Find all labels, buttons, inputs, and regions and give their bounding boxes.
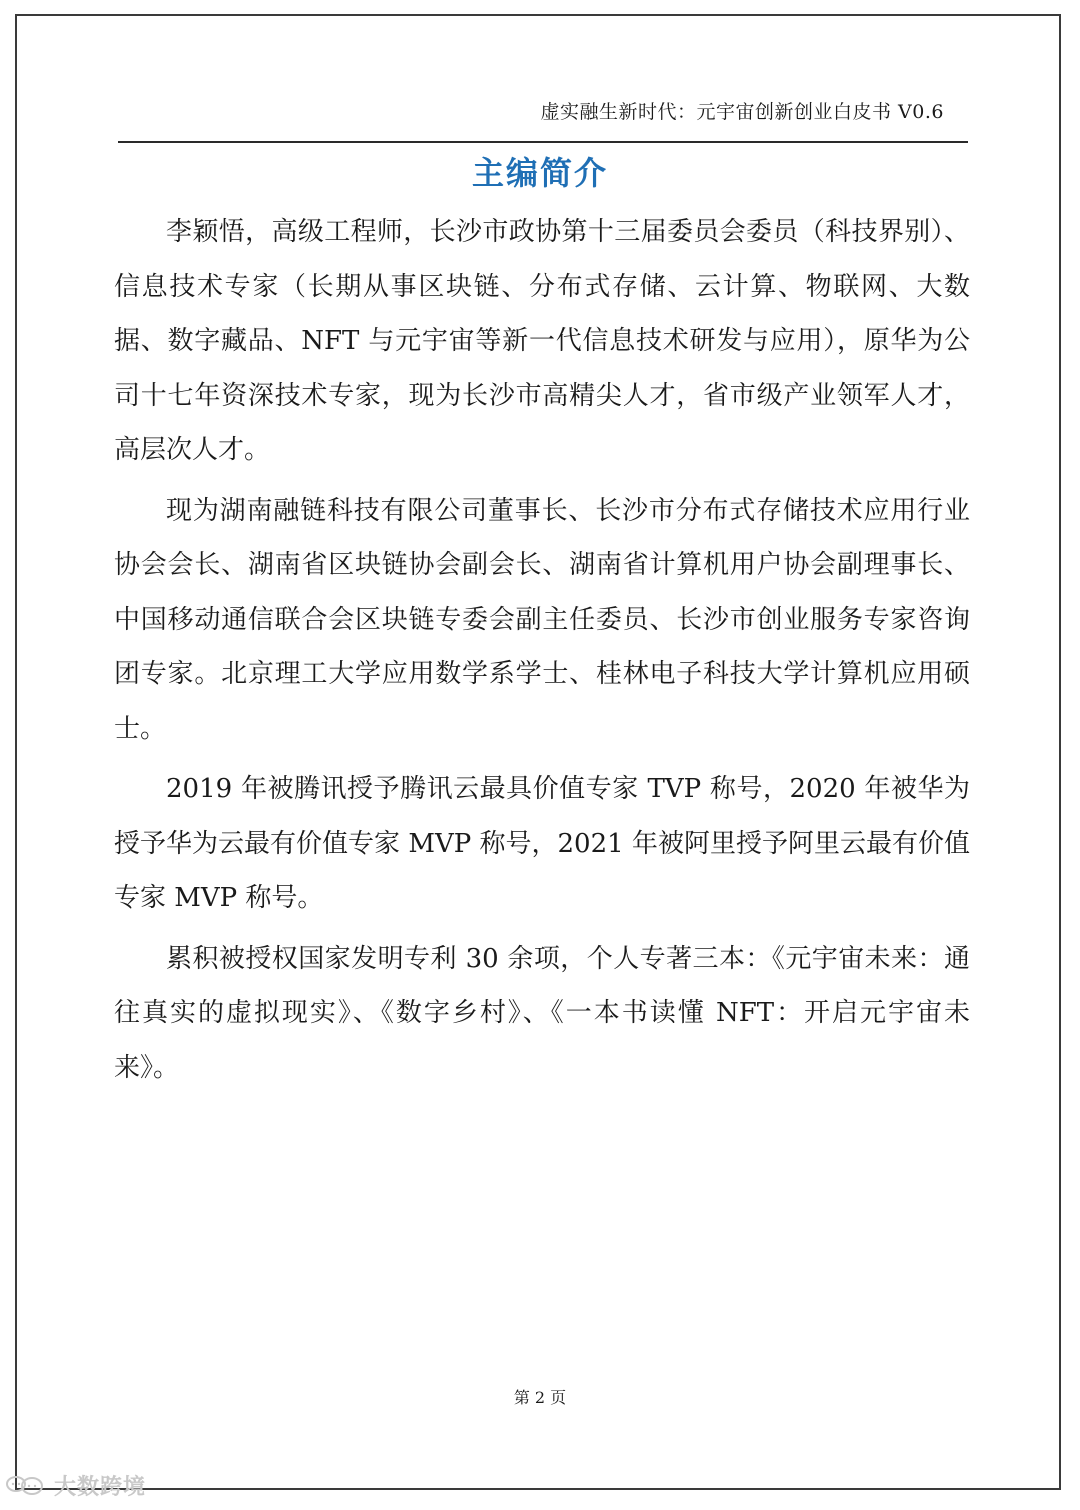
- watermark: [4, 1470, 146, 1500]
- paragraph-positions: 现为湖南融链科技有限公司董事长、长沙市分布式存储技术应用行业协会会长、湖南省区块链协会副会长、湖南省计算机用户协会副理事长、中国移动通信联合会区块链专委会副主任委员、长沙市创业服务专家咨询团专家。北京理工大学应用数学系学士、桂林电子科技大学计算机应用硕士。: [114, 495, 970, 744]
- section-title: 主编简介: [471, 154, 608, 192]
- watermark-text: 大数跨境: [54, 1474, 147, 1500]
- paragraph-awards: 2019 年被腾讯授予腾讯云最具价值专家 TVP 称号，2020 年被华为授予华为云最有价值专家 MVP 称号，2021 年被阿里授予阿里云最有价值专家 MVP 称号。: [114, 774, 970, 913]
- running-header: 虚实融生新时代：元宇宙创新创业白皮书 V0.6: [540, 101, 944, 123]
- page-number: 第 2 页: [513, 1388, 567, 1407]
- body-text: [114, 205, 970, 1101]
- paragraph-bio: 李颖悟，高级工程师，长沙市政协第十三届委员会委员（科技界别）、信息技术专家（长期从事区块链、分布式存储、云计算、物联网、大数据、数字藏品、NFT 与元宇宙等新一代信息技术研发与应用），原华为公司十七年资深技术专家，现为长沙市高精尖人才，省市级产业领军人才，高层次人才。: [114, 217, 970, 465]
- paragraph-publications: 累积被授权国家发明专利 30 余项，个人专著三本：《元宇宙未来：通往真实的虚拟现实》、《数字乡村》、《一本书读懂 NFT：开启元宇宙未来》。: [114, 943, 970, 1083]
- header-divider: [118, 141, 968, 143]
- chat-bubble-logo-icon: [4, 1474, 48, 1496]
